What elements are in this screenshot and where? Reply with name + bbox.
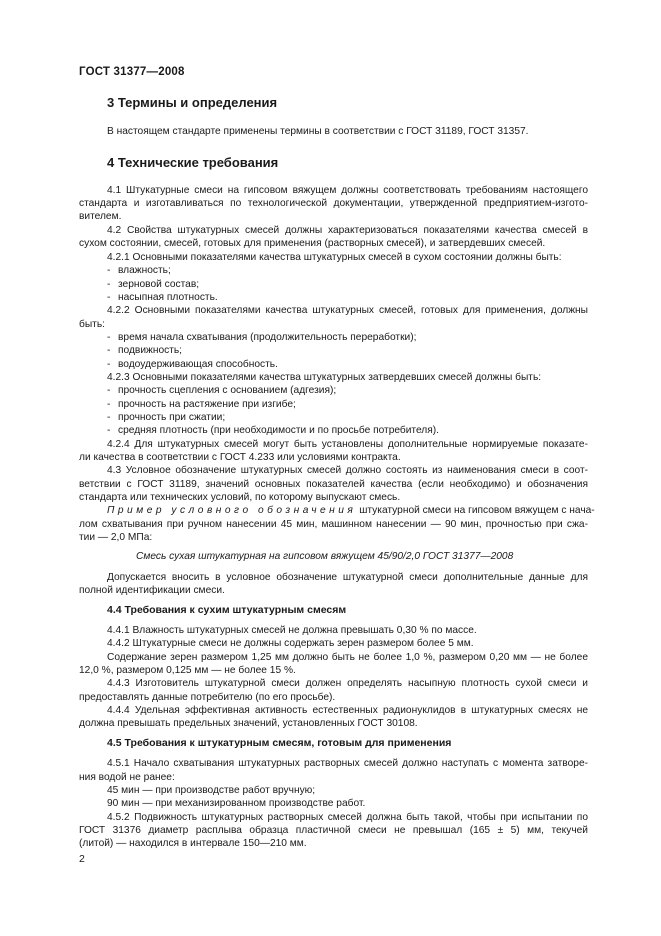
paragraph-4-1-line-2: стандарта и изготавливаться по технологической документации, утвержденной предприятием-изгото- xyxy=(79,198,588,209)
list-item: - прочность при сжатии; xyxy=(107,412,226,423)
paragraph-4-2-4-line-2: ли качества в соответствии с ГОСТ 4.233 или условиями контракта. xyxy=(79,452,401,463)
paragraph-4-4-4-line-2: должна превышать предельных значений, установленных ГОСТ 30108. xyxy=(79,718,418,729)
paragraph-4-2-line-1: 4.2 Свойства штукатурных смесей должны характеризоваться показателями качества смесей в xyxy=(107,225,588,236)
paragraph-4-4-3-line-2: предоставлять данные потребителю (по его просьбе). xyxy=(79,692,336,703)
section-4-title: 4 Технические требования xyxy=(107,155,279,170)
paragraph-4-3-line-3: стандарта или технических условий, по которому выпускают смесь. xyxy=(79,492,401,503)
paragraph-4-5-1-line-1: 4.5.1 Начало схватывания штукатурных растворных смесей должно наступать с момента затворе- xyxy=(107,758,588,769)
list-item-text: прочность на растяжение при изгибе; xyxy=(118,399,296,410)
paragraph-4-4-2b-line-1: Содержание зерен размером 1,25 мм должно быть не более 1,0 %, размером 0,20 мм — не более xyxy=(107,652,588,663)
page-number: 2 xyxy=(79,853,85,865)
paragraph-4-4-2: 4.4.2 Штукатурные смеси не должны содержать зерен размером более 5 мм. xyxy=(107,638,474,649)
list-item: - время начала схватывания (продолжительность переработки); xyxy=(107,332,417,343)
paragraph-4-1-line-1: 4.1 Штукатурные смеси на гипсовом вяжущем должны соответствовать требованиям настоящего xyxy=(107,185,588,196)
list-item-text: прочность при сжатии; xyxy=(118,412,226,423)
paragraph-4-3-line-2: ветствии с ГОСТ 31189, значений основных показателей качества (если необходимо) и обозначения xyxy=(79,479,588,490)
list-item: - прочность на растяжение при изгибе; xyxy=(107,399,296,410)
list-item: - прочность сцепления с основанием (адгезия); xyxy=(107,385,337,396)
paragraph-4-5-2-line-2: ГОСТ 31376 диаметр расплыва образца пластичной смеси не превышал (165 ± 5) мм, текучей xyxy=(79,825,588,836)
list-item-text: время начала схватывания (продолжительность переработки); xyxy=(118,332,417,343)
paragraph-4-4-1: 4.4.1 Влажность штукатурных смесей не должна превышать 0,30 % по массе. xyxy=(107,625,477,636)
list-item: - средняя плотность (при необходимости и по просьбе потребителя). xyxy=(107,425,439,436)
paragraph-additional-line-2: полной идентификации смеси. xyxy=(79,585,225,596)
example-label: Пример условного обозначения xyxy=(107,505,357,516)
paragraph-4-5-1-line-4: 90 мин — при механизированном производстве работ. xyxy=(107,798,366,809)
list-item: - насыпная плотность. xyxy=(107,292,218,303)
list-item-text: средняя плотность (при необходимости и по просьбе потребителя). xyxy=(118,425,439,436)
list-item: - влажность; xyxy=(107,265,171,276)
paragraph-4-2-3: 4.2.3 Основными показателями качества штукатурных затвердевших смесей должны быть: xyxy=(107,372,542,383)
list-item-text: прочность сцепления с основанием (адгезия); xyxy=(118,385,337,396)
list-item-text: водоудерживающая способность. xyxy=(118,359,278,370)
paragraph-4-2-2-line-2: быть: xyxy=(79,319,105,330)
subsection-4-4-title: 4.4 Требования к сухим штукатурным смесям xyxy=(107,604,347,616)
list-item-text: влажность; xyxy=(118,265,171,276)
paragraph-4-4-3-line-1: 4.4.3 Изготовитель штукатурной смеси должен определять насыпную плотность сухой смеси и xyxy=(107,678,588,689)
paragraph-4-4-2b-line-2: 12,0 %, размером 0,125 мм — не более 15 %. xyxy=(79,665,296,676)
paragraph-4-1-line-3: вителем. xyxy=(79,211,122,222)
document-header: ГОСТ 31377—2008 xyxy=(79,66,185,78)
list-item-text: подвижность; xyxy=(118,345,183,356)
subsection-4-5-title: 4.5 Требования к штукатурным смесям, готовым для применения xyxy=(107,737,452,749)
list-item: - зерновой состав; xyxy=(107,279,200,290)
paragraph-4-5-1-line-2: ния водой не ранее: xyxy=(79,772,175,783)
list-item: - подвижность; xyxy=(107,345,183,356)
paragraph-4-2-line-2: сухом состоянии, смесей, готовых для применения (растворных смесей), и затвердевших смесей. xyxy=(79,238,546,249)
paragraph-4-5-2-line-1: 4.5.2 Подвижность штукатурных растворных смесей должна быть такой, чтобы при испытании по xyxy=(107,812,588,823)
list-item-text: насыпная плотность. xyxy=(118,292,218,303)
paragraph-4-4-4-line-1: 4.4.4 Удельная эффективная активность естественных радионуклидов в штукатурных смесях не xyxy=(107,705,588,716)
paragraph-4-2-4-line-1: 4.2.4 Для штукатурных смесей могут быть установлены дополнительные нормируемые показате- xyxy=(107,439,588,450)
paragraph-4-5-2-line-3: (литой) — находился в интервале 150—210 мм. xyxy=(79,838,307,849)
paragraph-4-2-2-line-1: 4.2.2 Основными показателями качества штукатурных смесей, готовых для применения, должны xyxy=(107,305,588,316)
paragraph-additional-line-1: Допускается вносить в условное обозначение штукатурной смеси дополнительные данные для xyxy=(107,572,588,583)
example-line-2: лом схватывания при ручном нанесении 45 мин, машинном нанесении — 90 мин, прочностью при сжа- xyxy=(79,519,588,530)
example-line-3: тии — 2,0 МПа: xyxy=(79,532,153,543)
example-text: штукатурной смеси на гипсовом вяжущем с нача- xyxy=(356,505,595,516)
list-item-text: зерновой состав; xyxy=(118,279,200,290)
section-3-title: 3 Термины и определения xyxy=(107,95,278,110)
paragraph-4-5-1-line-3: 45 мин — при производстве работ вручную; xyxy=(107,785,316,796)
paragraph-4-2-1: 4.2.1 Основными показателями качества штукатурных смесей в сухом состоянии должны быть: xyxy=(107,252,562,263)
example-designation: Смесь сухая штукатурная на гипсовом вяжущем 45/90/2,0 ГОСТ 31377—2008 xyxy=(136,551,514,562)
section-3-text: В настоящем стандарте применены термины в соответствии с ГОСТ 31189, ГОСТ 31357. xyxy=(107,126,529,137)
paragraph-4-3-line-1: 4.3 Условное обозначение штукатурных смесей должно состоять из наименования смеси в соот- xyxy=(107,465,588,476)
example-line-1 xyxy=(79,504,595,517)
list-item: - водоудерживающая способность. xyxy=(107,359,278,370)
